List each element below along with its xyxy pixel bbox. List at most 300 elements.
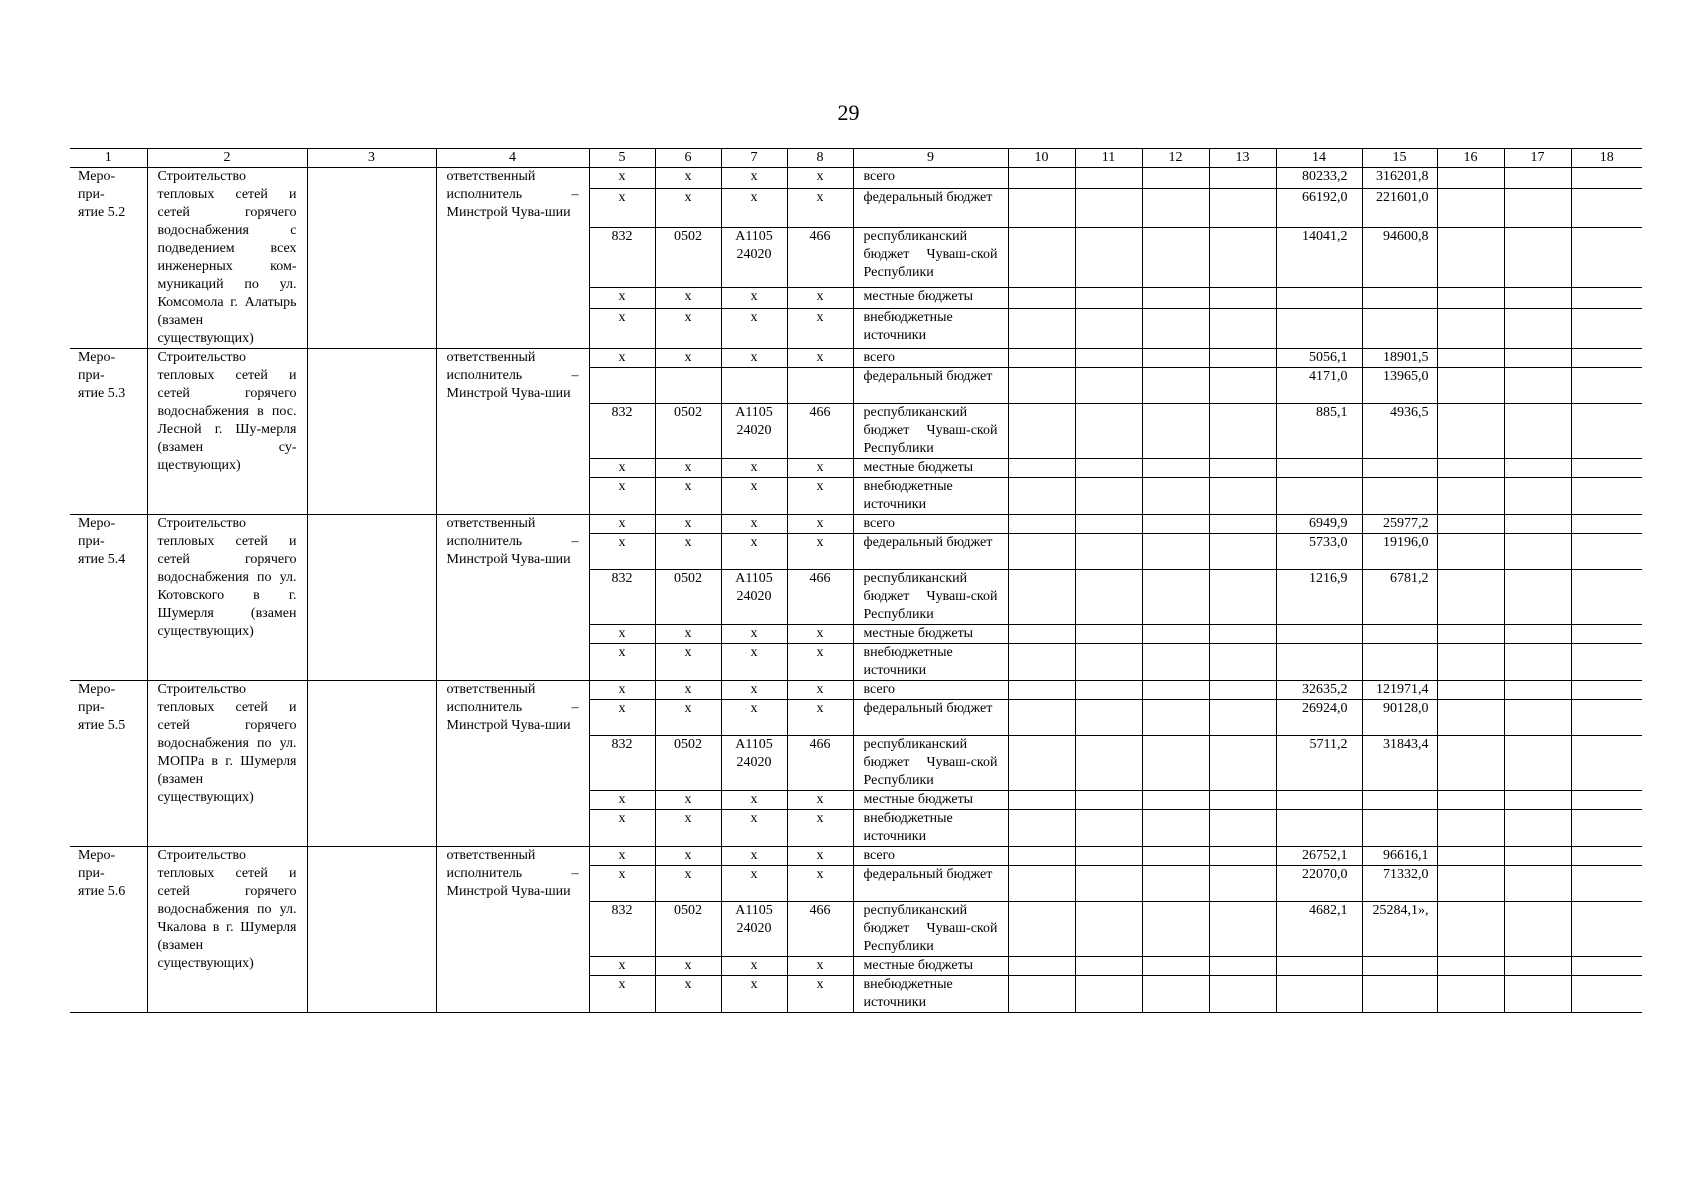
empty-cell [1209,188,1276,227]
empty-cell [1437,700,1504,736]
measure-title: Строительство тепловых сетей и сетей горячего водоснабжения в пос. Лесной г. Шу-мерля (взамен су-ществующих) [147,349,307,515]
empty-cell [1504,515,1571,534]
empty-cell [1142,700,1209,736]
empty-cell [1571,287,1642,308]
empty-cell [1571,570,1642,625]
empty-cell [1142,308,1209,348]
value-col-14: 5711,2 [1276,736,1362,791]
empty-cell [1571,700,1642,736]
empty-cell [1008,681,1075,700]
funding-source: республиканский бюджет Чуваш-ской Республики [853,570,1008,625]
empty-cell [1209,459,1276,478]
cell-grbs: х [589,515,655,534]
measure-title: Строительство тепловых сетей и сетей горячего водоснабжения по ул. Котовского в г. Шумерля (взамен существующих) [147,515,307,681]
column-number-6: 6 [655,149,721,168]
column-number-12: 12 [1142,149,1209,168]
cell-expense-type: 466 [787,227,853,287]
empty-cell [1142,866,1209,902]
cell-target-article: х [721,976,787,1013]
empty-cell [1075,570,1142,625]
cell-expense-type: х [787,188,853,227]
cell-target-article: А1105 24020 [721,227,787,287]
empty-cell [1075,866,1142,902]
empty-cell [1008,625,1075,644]
empty-cell [1209,308,1276,348]
funding-source: федеральный бюджет [853,188,1008,227]
value-col-15: 6781,2 [1362,570,1437,625]
empty-cell [1075,515,1142,534]
value-col-15: 94600,8 [1362,227,1437,287]
empty-cell [1142,188,1209,227]
value-col-14 [1276,459,1362,478]
cell-section: х [655,810,721,847]
cell-expense-type: х [787,644,853,681]
cell-section: х [655,308,721,348]
cell-grbs: х [589,957,655,976]
funding-source: всего [853,168,1008,189]
empty-cell [1504,459,1571,478]
funding-source: республиканский бюджет Чуваш-ской Республики [853,736,1008,791]
empty-cell [1008,570,1075,625]
value-col-14: 14041,2 [1276,227,1362,287]
empty-cell [1075,287,1142,308]
measure-executor: ответственный исполнитель – Минстрой Чува-шии [436,349,589,515]
value-col-14 [1276,308,1362,348]
cell-target-article: х [721,515,787,534]
value-col-14: 4171,0 [1276,368,1362,404]
table-row [70,168,1642,189]
value-col-14: 5056,1 [1276,349,1362,368]
empty-cell [1142,570,1209,625]
empty-cell [1571,459,1642,478]
empty-cell [1209,570,1276,625]
empty-cell [1008,478,1075,515]
empty-cell [1571,902,1642,957]
column-3-cell [307,168,436,349]
empty-cell [1209,515,1276,534]
cell-grbs: х [589,644,655,681]
column-number-15: 15 [1362,149,1437,168]
cell-section: 0502 [655,404,721,459]
empty-cell [1209,810,1276,847]
cell-target-article: х [721,644,787,681]
empty-cell [1437,404,1504,459]
empty-cell [1209,625,1276,644]
value-col-14: 4682,1 [1276,902,1362,957]
measure-id: Меро- при- ятие 5.3 [70,349,147,515]
empty-cell [1571,847,1642,866]
empty-cell [1075,227,1142,287]
empty-cell [1075,349,1142,368]
value-col-15: 18901,5 [1362,349,1437,368]
cell-grbs: х [589,847,655,866]
cell-expense-type: х [787,957,853,976]
cell-section: 0502 [655,902,721,957]
empty-cell [1504,168,1571,189]
empty-cell [1075,478,1142,515]
empty-cell [1437,515,1504,534]
empty-cell [1437,866,1504,902]
page-number: 29 [837,100,860,125]
empty-cell [1075,644,1142,681]
empty-cell [1571,791,1642,810]
empty-cell [1075,534,1142,570]
value-col-14 [1276,976,1362,1013]
column-number-11: 11 [1075,149,1142,168]
empty-cell [1437,287,1504,308]
empty-cell [1571,810,1642,847]
empty-cell [1075,681,1142,700]
empty-cell [1437,976,1504,1013]
value-col-14 [1276,478,1362,515]
column-number-18: 18 [1571,149,1642,168]
value-col-15: 90128,0 [1362,700,1437,736]
cell-target-article: А1105 24020 [721,902,787,957]
empty-cell [1209,349,1276,368]
funding-source: всего [853,847,1008,866]
value-col-15 [1362,287,1437,308]
empty-cell [1008,847,1075,866]
cell-grbs: х [589,681,655,700]
cell-expense-type: х [787,308,853,348]
cell-target-article: х [721,308,787,348]
cell-section: х [655,534,721,570]
empty-cell [1142,459,1209,478]
value-col-14: 26924,0 [1276,700,1362,736]
value-col-15: 19196,0 [1362,534,1437,570]
empty-cell [1142,957,1209,976]
empty-cell [1437,625,1504,644]
cell-grbs: х [589,791,655,810]
value-col-14: 6949,9 [1276,515,1362,534]
empty-cell [1571,404,1642,459]
cell-expense-type: х [787,791,853,810]
value-col-15: 31843,4 [1362,736,1437,791]
measure-executor: ответственный исполнитель – Минстрой Чува-шии [436,515,589,681]
empty-cell [1075,736,1142,791]
empty-cell [1504,957,1571,976]
measure-executor: ответственный исполнитель – Минстрой Чува-шии [436,681,589,847]
empty-cell [1075,308,1142,348]
cell-target-article: х [721,791,787,810]
cell-target-article [721,368,787,404]
empty-cell [1142,349,1209,368]
cell-section: х [655,515,721,534]
empty-cell [1437,644,1504,681]
funding-source: всего [853,349,1008,368]
empty-cell [1008,534,1075,570]
empty-cell [1504,791,1571,810]
funding-source: всего [853,515,1008,534]
cell-expense-type: х [787,681,853,700]
funding-source: федеральный бюджет [853,534,1008,570]
column-number-17: 17 [1504,149,1571,168]
empty-cell [1008,644,1075,681]
cell-expense-type: х [787,287,853,308]
empty-cell [1142,404,1209,459]
empty-cell [1209,736,1276,791]
empty-cell [1008,168,1075,189]
cell-section: х [655,700,721,736]
measure-title: Строительство тепловых сетей и сетей горячего водоснабжения с подведением всех инженерных ком-муникаций по ул. Комсомола г. Алатырь (взамен существующих) [147,168,307,349]
column-number-10: 10 [1008,149,1075,168]
column-number-row [70,149,1642,168]
cell-grbs: х [589,168,655,189]
empty-cell [1571,534,1642,570]
empty-cell [1008,368,1075,404]
value-col-14 [1276,810,1362,847]
cell-grbs [589,368,655,404]
cell-grbs: х [589,534,655,570]
empty-cell [1075,168,1142,189]
column-number-16: 16 [1437,149,1504,168]
cell-grbs: х [589,866,655,902]
cell-expense-type: х [787,810,853,847]
empty-cell [1008,308,1075,348]
cell-expense-type: х [787,625,853,644]
funding-source: местные бюджеты [853,459,1008,478]
column-3-cell [307,681,436,847]
empty-cell [1571,349,1642,368]
funding-source: внебюджетные источники [853,478,1008,515]
empty-cell [1209,902,1276,957]
empty-cell [1008,791,1075,810]
column-number-8: 8 [787,149,853,168]
value-col-14 [1276,957,1362,976]
cell-grbs: х [589,459,655,478]
value-col-14 [1276,791,1362,810]
funding-source: местные бюджеты [853,791,1008,810]
empty-cell [1571,308,1642,348]
value-col-14: 26752,1 [1276,847,1362,866]
column-3-cell [307,847,436,1013]
empty-cell [1571,625,1642,644]
empty-cell [1008,227,1075,287]
empty-cell [1209,478,1276,515]
value-col-14: 5733,0 [1276,534,1362,570]
empty-cell [1142,976,1209,1013]
empty-cell [1504,976,1571,1013]
empty-cell [1142,534,1209,570]
cell-grbs: х [589,478,655,515]
cell-target-article: х [721,700,787,736]
cell-expense-type: х [787,847,853,866]
cell-target-article: х [721,478,787,515]
value-col-14: 80233,2 [1276,168,1362,189]
empty-cell [1142,681,1209,700]
empty-cell [1075,847,1142,866]
column-number-2: 2 [147,149,307,168]
cell-expense-type: 466 [787,902,853,957]
measure-title: Строительство тепловых сетей и сетей горячего водоснабжения по ул. Чкалова в г. Шумерля (взамен существующих) [147,847,307,1013]
empty-cell [1504,644,1571,681]
value-col-14 [1276,287,1362,308]
cell-grbs: х [589,188,655,227]
column-number-5: 5 [589,149,655,168]
empty-cell [1008,188,1075,227]
empty-cell [1571,227,1642,287]
measure-id: Меро- при- ятие 5.2 [70,168,147,349]
empty-cell [1504,570,1571,625]
funding-source: внебюджетные источники [853,644,1008,681]
empty-cell [1209,681,1276,700]
empty-cell [1008,957,1075,976]
empty-cell [1209,168,1276,189]
empty-cell [1571,478,1642,515]
empty-cell [1504,847,1571,866]
cell-target-article: х [721,459,787,478]
cell-section: х [655,168,721,189]
empty-cell [1437,368,1504,404]
empty-cell [1008,700,1075,736]
funding-source: республиканский бюджет Чуваш-ской Республики [853,902,1008,957]
empty-cell [1075,368,1142,404]
empty-cell [1209,866,1276,902]
measure-id: Меро- при- ятие 5.5 [70,681,147,847]
cell-expense-type: х [787,478,853,515]
empty-cell [1209,368,1276,404]
column-3-cell [307,349,436,515]
empty-cell [1142,287,1209,308]
cell-section: х [655,976,721,1013]
empty-cell [1008,810,1075,847]
cell-section: х [655,847,721,866]
cell-target-article: А1105 24020 [721,736,787,791]
funding-source: всего [853,681,1008,700]
empty-cell [1504,810,1571,847]
empty-cell [1209,957,1276,976]
cell-grbs: х [589,700,655,736]
funding-source: внебюджетные источники [853,810,1008,847]
empty-cell [1571,736,1642,791]
cell-target-article: х [721,681,787,700]
cell-grbs: х [589,308,655,348]
empty-cell [1437,957,1504,976]
cell-target-article: х [721,287,787,308]
cell-target-article: х [721,349,787,368]
empty-cell [1504,188,1571,227]
cell-grbs: х [589,349,655,368]
funding-source: местные бюджеты [853,625,1008,644]
funding-source: федеральный бюджет [853,866,1008,902]
empty-cell [1437,349,1504,368]
column-number-13: 13 [1209,149,1276,168]
value-col-14: 32635,2 [1276,681,1362,700]
empty-cell [1008,404,1075,459]
funding-source: внебюджетные источники [853,976,1008,1013]
empty-cell [1142,902,1209,957]
cell-section: х [655,681,721,700]
empty-cell [1008,287,1075,308]
funding-source: республиканский бюджет Чуваш-ской Республики [853,227,1008,287]
cell-section: х [655,459,721,478]
cell-expense-type: х [787,866,853,902]
cell-expense-type: х [787,459,853,478]
table-row [70,515,1642,534]
cell-target-article: х [721,866,787,902]
empty-cell [1504,625,1571,644]
empty-cell [1142,625,1209,644]
empty-cell [1142,791,1209,810]
funding-source: республиканский бюджет Чуваш-ской Республики [853,404,1008,459]
value-col-15 [1362,791,1437,810]
empty-cell [1437,902,1504,957]
empty-cell [1209,847,1276,866]
empty-cell [1075,810,1142,847]
cell-grbs: 832 [589,227,655,287]
cell-section: 0502 [655,736,721,791]
value-col-14 [1276,625,1362,644]
cell-target-article: А1105 24020 [721,404,787,459]
empty-cell [1142,810,1209,847]
measure-executor: ответственный исполнитель – Минстрой Чува-шии [436,168,589,349]
cell-target-article: х [721,168,787,189]
cell-expense-type: 466 [787,404,853,459]
funding-source: федеральный бюджет [853,700,1008,736]
cell-expense-type: 466 [787,570,853,625]
value-col-15: 96616,1 [1362,847,1437,866]
empty-cell [1571,515,1642,534]
cell-target-article: А1105 24020 [721,570,787,625]
empty-cell [1437,736,1504,791]
empty-cell [1571,368,1642,404]
empty-cell [1075,459,1142,478]
empty-cell [1437,810,1504,847]
column-number-14: 14 [1276,149,1362,168]
measure-executor: ответственный исполнитель – Минстрой Чува-шии [436,847,589,1013]
funding-source: федеральный бюджет [853,368,1008,404]
empty-cell [1437,847,1504,866]
cell-grbs: х [589,976,655,1013]
cell-grbs: х [589,810,655,847]
empty-cell [1504,478,1571,515]
table-row [70,847,1642,866]
empty-cell [1504,227,1571,287]
empty-cell [1504,349,1571,368]
cell-section: х [655,478,721,515]
cell-target-article: х [721,625,787,644]
empty-cell [1437,681,1504,700]
cell-section: х [655,287,721,308]
cell-section: х [655,349,721,368]
cell-section: 0502 [655,227,721,287]
empty-cell [1075,188,1142,227]
value-col-15 [1362,308,1437,348]
cell-section: х [655,188,721,227]
cell-expense-type: х [787,700,853,736]
cell-grbs: х [589,625,655,644]
cell-target-article: х [721,957,787,976]
empty-cell [1437,534,1504,570]
empty-cell [1504,866,1571,902]
cell-expense-type: х [787,168,853,189]
cell-grbs: 832 [589,736,655,791]
table-row [70,349,1642,368]
value-col-14: 22070,0 [1276,866,1362,902]
empty-cell [1142,227,1209,287]
cell-target-article: х [721,847,787,866]
funding-source: местные бюджеты [853,287,1008,308]
column-number-7: 7 [721,149,787,168]
empty-cell [1504,534,1571,570]
empty-cell [1008,866,1075,902]
empty-cell [1571,644,1642,681]
budget-table [70,148,1642,1013]
value-col-15 [1362,976,1437,1013]
value-col-14: 66192,0 [1276,188,1362,227]
empty-cell [1209,287,1276,308]
empty-cell [1008,515,1075,534]
